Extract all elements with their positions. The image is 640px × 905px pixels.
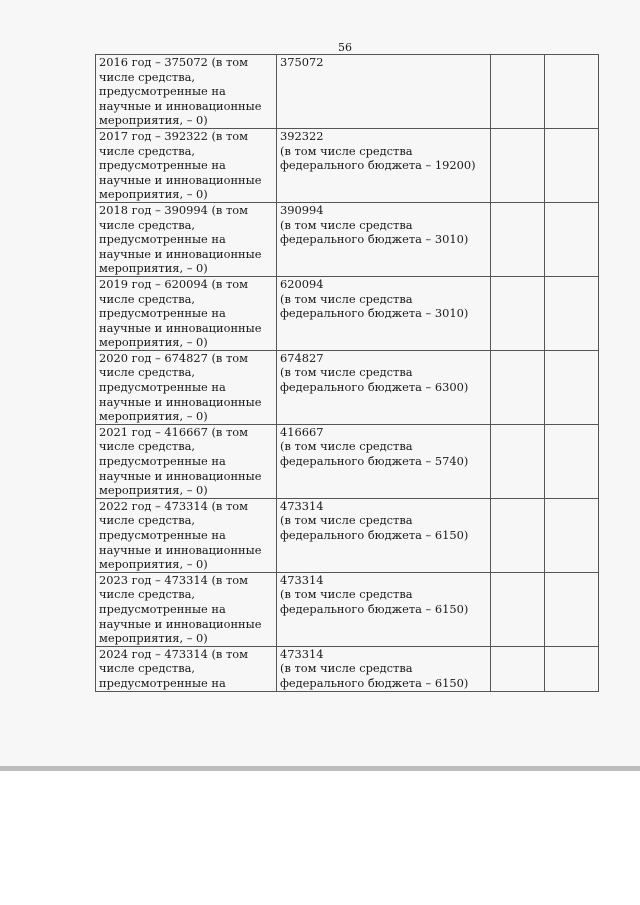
amount-cell-line: 473314	[280, 572, 324, 587]
year-funding-cell-line: мероприятия, – 0)	[99, 631, 208, 646]
year-funding-cell-line: предусмотренные на	[99, 454, 226, 469]
amount-cell-line: федерального бюджета – 19200)	[280, 158, 476, 173]
amount-cell-line: федерального бюджета – 6150)	[280, 601, 469, 616]
amount-cell-line: 620094	[280, 276, 324, 291]
year-funding-cell-line: мероприятия, – 0)	[99, 557, 208, 572]
empty-cell	[545, 55, 599, 129]
amount-cell	[277, 350, 491, 424]
year-funding-cell-line: числе средства,	[99, 217, 196, 232]
year-funding-cell-line: числе средства,	[99, 143, 196, 158]
year-funding-cell-line: научные и инновационные	[99, 542, 262, 557]
year-funding-cell-line: предусмотренные на	[99, 380, 226, 395]
empty-cell	[491, 646, 545, 691]
year-funding-cell-line: предусмотренные на	[99, 601, 226, 616]
amount-cell-line: 473314	[280, 646, 324, 661]
amount-cell	[277, 128, 491, 202]
empty-cell	[491, 128, 545, 202]
amount-cell-line: 473314	[280, 498, 324, 513]
amount-cell-line: (в том числе средства	[280, 513, 413, 528]
empty-cell	[545, 424, 599, 498]
empty-cell	[491, 202, 545, 276]
year-funding-cell-line: 2024 год – 473314 (в том	[99, 646, 248, 661]
year-funding-cell-line: 2022 год – 473314 (в том	[99, 498, 248, 513]
empty-cell	[491, 276, 545, 350]
year-funding-cell-line: числе средства,	[99, 69, 196, 84]
year-funding-cell	[96, 424, 277, 498]
amount-cell	[277, 498, 491, 572]
amount-cell	[277, 646, 491, 691]
amount-cell-line: 674827	[280, 350, 324, 365]
empty-cell	[545, 128, 599, 202]
empty-cell	[545, 646, 599, 691]
year-funding-cell-line: предусмотренные на	[99, 232, 226, 247]
year-funding-cell-line: 2017 год – 392322 (в том	[99, 128, 248, 143]
year-funding-cell	[96, 55, 277, 129]
amount-cell	[277, 55, 491, 129]
empty-cell	[491, 424, 545, 498]
empty-cell	[545, 276, 599, 350]
empty-cell	[545, 498, 599, 572]
empty-cell	[491, 55, 545, 129]
year-funding-cell-line: 2016 год – 375072 (в том	[99, 55, 248, 69]
year-funding-cell-line: 2018 год – 390994 (в том	[99, 202, 248, 217]
year-funding-cell-line: мероприятия, – 0)	[99, 335, 208, 350]
scan-edge	[0, 766, 640, 771]
year-funding-cell	[96, 128, 277, 202]
amount-cell-line: федерального бюджета – 6150)	[280, 675, 469, 690]
amount-cell-line: 390994	[280, 202, 324, 217]
year-funding-cell-line: 2021 год – 416667 (в том	[99, 424, 248, 439]
year-funding-cell-line: предусмотренные на	[99, 84, 226, 99]
amount-cell-line: 416667	[280, 424, 324, 439]
empty-cell	[491, 498, 545, 572]
empty-cell	[545, 572, 599, 646]
year-funding-cell-line: числе средства,	[99, 439, 196, 454]
year-funding-cell-line: мероприятия, – 0)	[99, 261, 208, 276]
table-row	[96, 572, 599, 646]
year-funding-cell	[96, 572, 277, 646]
amount-cell-line: (в том числе средства	[280, 291, 413, 306]
empty-cell	[545, 202, 599, 276]
year-funding-cell-line: числе средства,	[99, 291, 196, 306]
table-row	[96, 646, 599, 691]
year-funding-cell-line: научные и инновационные	[99, 98, 262, 113]
amount-cell-line: (в том числе средства	[280, 365, 413, 380]
amount-cell-line: (в том числе средства	[280, 439, 413, 454]
year-funding-cell-line: 2019 год – 620094 (в том	[99, 276, 248, 291]
year-funding-cell-line: 2020 год – 674827 (в том	[99, 350, 248, 365]
table-row	[96, 276, 599, 350]
year-funding-cell-line: мероприятия, – 0)	[99, 483, 208, 498]
year-funding-cell-line: научные и инновационные	[99, 172, 262, 187]
table-row	[96, 424, 599, 498]
year-funding-cell-line: научные и инновационные	[99, 394, 262, 409]
year-funding-cell-line: предусмотренные на	[99, 158, 226, 173]
empty-cell	[491, 350, 545, 424]
amount-cell	[277, 424, 491, 498]
year-funding-cell-line: предусмотренные на	[99, 306, 226, 321]
page-number: 56	[338, 41, 352, 54]
year-funding-cell	[96, 202, 277, 276]
amount-cell	[277, 572, 491, 646]
amount-cell-line: (в том числе средства	[280, 143, 413, 158]
year-funding-cell	[96, 276, 277, 350]
year-funding-cell	[96, 646, 277, 691]
year-funding-cell-line: числе средства,	[99, 587, 196, 602]
amount-cell-line: 375072	[280, 55, 324, 69]
amount-cell-line: (в том числе средства	[280, 587, 413, 602]
amount-cell-line: федерального бюджета – 3010)	[280, 306, 469, 321]
empty-cell	[545, 350, 599, 424]
year-funding-cell-line: мероприятия, – 0)	[99, 187, 208, 202]
table-row	[96, 55, 599, 129]
table-row	[96, 350, 599, 424]
amount-cell-line: федерального бюджета – 6150)	[280, 528, 469, 542]
amount-cell-line: федерального бюджета – 3010)	[280, 232, 469, 247]
year-funding-cell-line: научные и инновационные	[99, 246, 262, 261]
year-funding-cell-line: 2023 год – 473314 (в том	[99, 572, 248, 587]
amount-cell	[277, 202, 491, 276]
year-funding-cell-line: научные и инновационные	[99, 468, 262, 483]
year-funding-cell	[96, 498, 277, 572]
amount-cell-line: (в том числе средства	[280, 217, 413, 232]
table-row	[96, 128, 599, 202]
empty-cell	[491, 572, 545, 646]
year-funding-cell-line: мероприятия, – 0)	[99, 409, 208, 424]
year-funding-cell-line: числе средства,	[99, 365, 196, 380]
year-funding-cell-line: научные и инновационные	[99, 616, 262, 631]
year-funding-cell-line: числе средства,	[99, 661, 196, 676]
amount-cell-line: (в том числе средства	[280, 661, 413, 676]
table-row	[96, 202, 599, 276]
table-row	[96, 498, 599, 572]
year-funding-cell-line: научные и инновационные	[99, 320, 262, 335]
budget-table-body	[96, 55, 599, 692]
amount-cell-line: федерального бюджета – 5740)	[280, 454, 469, 469]
year-funding-cell	[96, 350, 277, 424]
year-funding-cell-line: мероприятия, – 0)	[99, 113, 208, 128]
amount-cell-line: федерального бюджета – 6300)	[280, 380, 469, 395]
year-funding-cell-line: предусмотренные на	[99, 675, 226, 690]
amount-cell-line: 392322	[280, 128, 324, 143]
year-funding-cell-line: предусмотренные на	[99, 528, 226, 542]
year-funding-cell-line: числе средства,	[99, 513, 196, 528]
budget-table	[95, 54, 599, 692]
amount-cell	[277, 276, 491, 350]
